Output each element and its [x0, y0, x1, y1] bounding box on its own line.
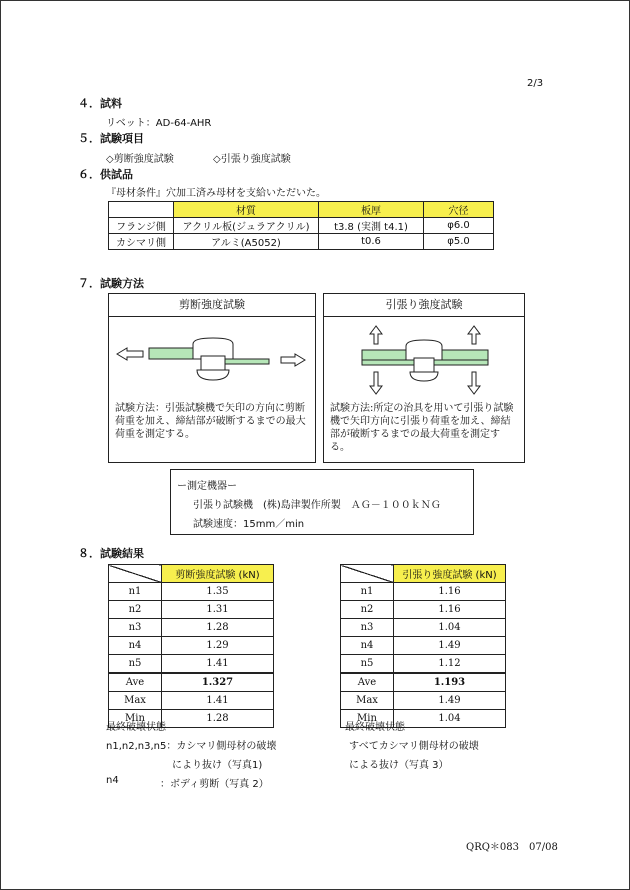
shear-test-diagram [109, 318, 315, 398]
table-row [109, 619, 274, 637]
table-cell: カシマリ側 [109, 234, 174, 250]
arrow-down-icon [468, 372, 480, 394]
sample-text: リベット：AD-64-AHR [106, 118, 212, 129]
section-8-title: ８．試験結果 [78, 547, 144, 560]
table-row-ave [341, 673, 506, 692]
equipment-machine: 引張り試験機 (株)島津製作所製 ＡＧ－１００ｋＮＧ [193, 500, 441, 511]
table-cell: φ6.0 [424, 218, 494, 234]
shear-test-description: 試験方法：引張試験機で矢印の方向に剪断荷重を加え、締結部が破断するまでの最大荷重を測定する。 [115, 403, 306, 440]
tensile-failure-line2: による抜け（写真 3） [349, 760, 449, 771]
table-cell: 1.41 [162, 692, 274, 710]
table-cell: 1.49 [394, 637, 506, 655]
table-header-hole: 穴径 [424, 202, 494, 218]
tensile-test-box [323, 293, 525, 463]
page-number: 2/3 [527, 78, 544, 89]
section-7-title: ７．試験方法 [78, 277, 144, 290]
table-cell: n1 [109, 583, 162, 601]
table-cell: 1.327 [162, 673, 274, 692]
test-item-tensile: ◇引張り強度試験 [213, 154, 291, 165]
table-row [109, 218, 494, 234]
table-cell: n4 [109, 637, 162, 655]
table-cell: 1.193 [394, 673, 506, 692]
table-row [341, 655, 506, 674]
rivet-head [406, 340, 442, 360]
arrow-up-icon [370, 326, 382, 344]
shear-test-box [108, 293, 316, 463]
table-row [109, 234, 494, 250]
rivet-tail [197, 370, 229, 380]
table-cell: Ave [109, 673, 162, 692]
table-row [341, 637, 506, 655]
arrow-down-icon [370, 372, 382, 394]
table-cell: n5 [109, 655, 162, 674]
table-cell: Min [109, 710, 162, 728]
shear-failure-line1: n1,n2,n3,n5：カシマリ側母材の破壊 [106, 741, 277, 752]
table-cell: 1.49 [394, 692, 506, 710]
tensile-test-description: 試験方法:所定の治具を用いて引張り試験機で矢印方向に引張り荷重を加え、締結部が破断するまでの最大荷重を測定する。 [330, 403, 514, 453]
table-cell: Min [341, 710, 394, 728]
arrow-right-icon [281, 354, 305, 366]
shear-failure-n4-text: ：ボディ剪断（写真 2） [160, 779, 269, 790]
shear-results-table [108, 564, 274, 728]
table-row-ave [109, 673, 274, 692]
shear-failure-n4-label: n4 [106, 775, 119, 786]
table-cell: t3.8 (実測 t4.1) [319, 218, 424, 234]
table-cell: 1.28 [162, 619, 274, 637]
table-cell: 1.16 [394, 583, 506, 601]
table-cell: 1.35 [162, 583, 274, 601]
table-header-diagonal [341, 565, 394, 583]
arrow-up-icon [468, 326, 480, 344]
table-cell: φ5.0 [424, 234, 494, 250]
shear-failure-line2: により抜け（写真1) [172, 760, 263, 771]
table-cell: 1.12 [394, 655, 506, 674]
table-cell: Max [109, 692, 162, 710]
rivet-body [414, 358, 434, 372]
table-row [341, 692, 506, 710]
results-table-header [341, 565, 506, 583]
table-cell: 1.28 [162, 710, 274, 728]
table-cell: Ave [341, 673, 394, 692]
table-cell: 1.41 [162, 655, 274, 674]
tensile-results-table [340, 564, 506, 728]
results-table-header [109, 565, 274, 583]
table-cell: n3 [109, 619, 162, 637]
table-cell: n3 [341, 619, 394, 637]
table-header-material: 材質 [174, 202, 319, 218]
rivet-tail [410, 372, 438, 381]
shear-results-header: 剪断強度試験 (kN) [162, 565, 274, 583]
tensile-failure-title: 最終破壊状態 [345, 722, 405, 733]
table-cell: 1.31 [162, 601, 274, 619]
table-header-thickness: 板厚 [319, 202, 424, 218]
table-cell: 1.16 [394, 601, 506, 619]
table-cell: n4 [341, 637, 394, 655]
section-5-title: ５．試験項目 [78, 132, 144, 145]
shear-test-title: 剪断強度試験 [109, 294, 315, 317]
tensile-test-title: 引張り強度試験 [324, 294, 524, 317]
arrow-left-icon [117, 348, 143, 360]
table-row [109, 637, 274, 655]
table-cell: n2 [341, 601, 394, 619]
table-cell: n1 [341, 583, 394, 601]
specimen-table-header [109, 202, 494, 218]
base-material-note: 『母材条件』穴加工済み母材を支給いただいた。 [106, 188, 326, 199]
table-cell: n5 [341, 655, 394, 674]
equipment-box [170, 469, 474, 535]
flange-plate [438, 350, 488, 360]
table-cell: フランジ側 [109, 218, 174, 234]
test-item-shear: ◇剪断強度試験 [106, 154, 174, 165]
section-6-title: ６．供試品 [78, 168, 133, 181]
table-cell: n2 [109, 601, 162, 619]
table-header-blank [109, 202, 174, 218]
rivet-body [201, 356, 225, 370]
table-row [109, 583, 274, 601]
table-cell: アルミ(A5052) [174, 234, 319, 250]
table-cell: 1.29 [162, 637, 274, 655]
table-cell: Max [341, 692, 394, 710]
tensile-results-header: 引張り強度試験 (kN) [394, 565, 506, 583]
equipment-header: ー測定機器ー [177, 481, 237, 492]
table-cell: t0.6 [319, 234, 424, 250]
shear-failure-title: 最終破壊状態 [106, 722, 166, 733]
table-row [109, 601, 274, 619]
table-cell: 1.04 [394, 710, 506, 728]
footer-code: QRQ＊083 07/08 [466, 842, 558, 853]
table-row [341, 619, 506, 637]
tensile-test-diagram [324, 318, 524, 398]
table-row [341, 601, 506, 619]
table-row [109, 692, 274, 710]
specimen-table [108, 201, 494, 250]
equipment-speed: 試験速度：15mm／min [193, 519, 305, 530]
table-row [341, 583, 506, 601]
table-cell: 1.04 [394, 619, 506, 637]
flange-plate [362, 350, 412, 360]
table-row [109, 655, 274, 674]
tensile-failure-line1: すべてカシマリ側母材の破壊 [349, 741, 479, 752]
table-cell: アクリル板(ジュラアクリル) [174, 218, 319, 234]
section-4-title: ４．試料 [78, 97, 122, 110]
table-header-diagonal [109, 565, 162, 583]
